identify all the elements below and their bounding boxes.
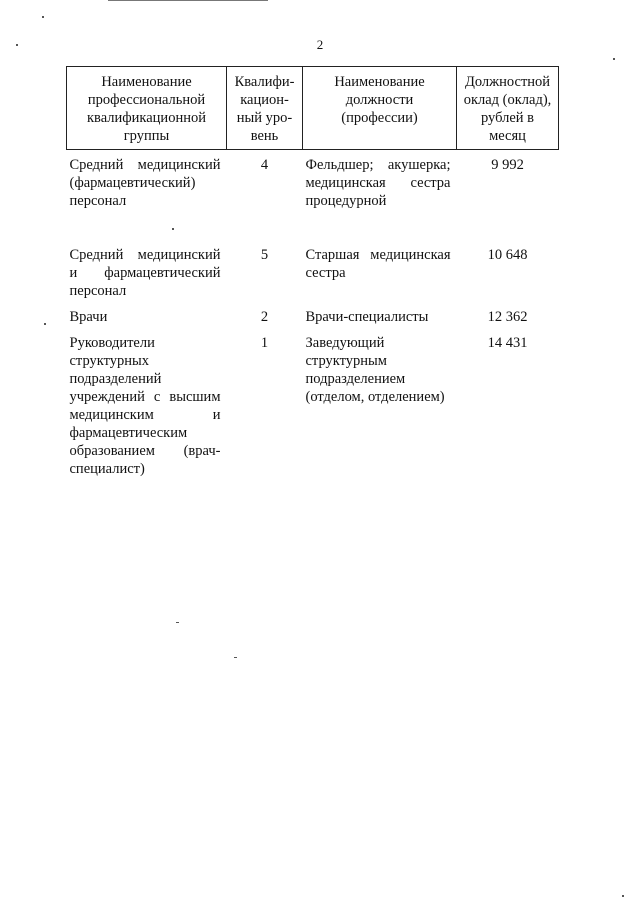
cell-group: Средний медицинский и фармацевтический персонал [69,246,221,299]
cell-group: Врачи [69,308,108,325]
scan-speck [16,44,18,46]
table-header [67,67,559,150]
cell-salary: 14 431 [487,334,528,351]
cell-position: Заведующий структурным подразделением (отделом, отделением) [305,334,445,405]
page-number: 2 [316,37,324,52]
cell-position: Фельдшер; акушерка; медицинская сестра процедурной [305,157,451,209]
table-row [67,308,559,334]
table-row [67,246,559,308]
header-position: Наименование должности (профессии) [303,67,457,150]
cell-level: 2 [260,308,269,325]
scan-speck [234,657,237,658]
cell-salary: 12 362 [487,308,528,325]
cell-salary: 10 648 [487,246,528,263]
salary-table [66,66,559,478]
cell-salary: 9 992 [491,157,524,173]
scan-speck [176,622,179,623]
scan-speck [42,16,44,18]
cell-position: Врачи-специалисты [305,308,429,325]
scan-speck [613,58,615,60]
cell-level: 5 [260,246,269,263]
header-group: Наименование профессиональной квалификационной группы [67,67,227,150]
scan-top-edge [108,0,268,1]
table-row [67,150,559,246]
cell-level: 4 [260,157,269,173]
scan-speck [44,323,46,325]
scan-speck [172,228,174,230]
scan-speck [622,895,624,897]
cell-group: Средний медицинский (фармацевтический) персонал [69,157,221,209]
table-row [67,334,559,478]
cell-level: 1 [260,334,269,351]
header-level: Квалифи-кацион-ный уро-вень [227,67,303,150]
header-salary: Должностной оклад (оклад), рублей в месяц [457,67,559,150]
cell-group: Руководители структурных подразделений учреждений с высшим медицинским и фармацевтическим образованием (врач-специалист) [69,334,221,477]
cell-position: Старшая медицинская сестра [305,246,451,281]
